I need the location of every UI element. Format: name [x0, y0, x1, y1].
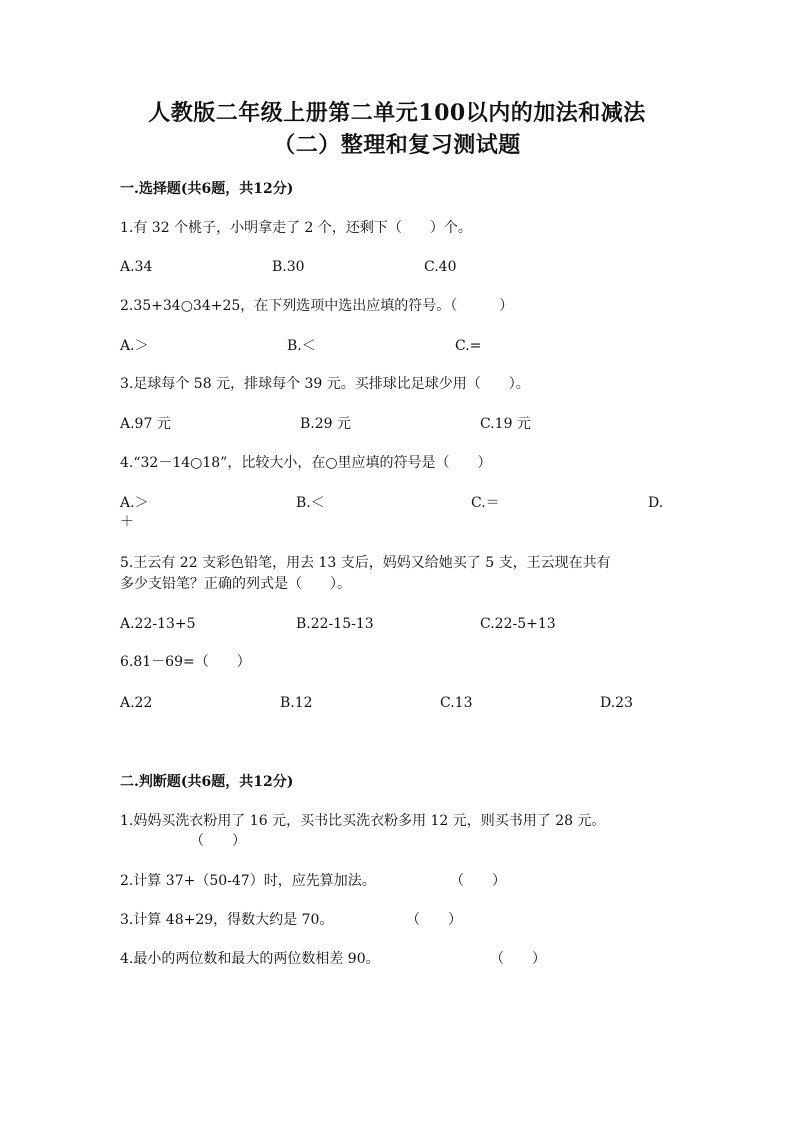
q6-option-d: D.23: [600, 695, 633, 711]
section-heading-choice: 一.选择题(共6题，共12分): [120, 181, 294, 197]
judgement-2: 2.计算 37+（50-47）时，应先算加法。: [120, 873, 376, 889]
judgement-4: 4.最小的两位数和最大的两位数相差 90。: [120, 951, 380, 967]
q4-option-d-label: D.: [648, 495, 664, 511]
q4-option-d-symbol: ＋: [120, 514, 134, 530]
q5-option-a: A.22-13+5: [120, 616, 196, 632]
section-heading-judgement: 二.判断题(共6题，共12分): [120, 774, 294, 790]
title-line-1: 人教版二年级上册第二单元100以内的加法和减法: [148, 100, 646, 126]
q5-option-b: B.22-15-13: [296, 616, 374, 632]
judgement-2-blank: （ ）: [450, 873, 506, 889]
judgement-3-blank: （ ）: [406, 912, 462, 928]
q6-option-a: A.22: [120, 695, 153, 711]
question-3: 3.足球每个 58 元，排球每个 39 元。买排球比足球少用（ ）。: [120, 376, 530, 392]
title-line-2: （二）整理和复习测试题: [273, 132, 521, 158]
q4-option-a: A.＞: [120, 495, 149, 511]
q5-option-c: C.22-5+13: [480, 616, 556, 632]
q1-option-a: A.34: [120, 259, 153, 275]
q4-option-c: C.＝: [471, 495, 500, 511]
q3-option-b: B.29 元: [300, 416, 352, 432]
q4-option-b: B.＜: [296, 495, 325, 511]
q6-option-b: B.12: [280, 695, 313, 711]
judgement-3: 3.计算 48+29，得数大约是 70。: [120, 912, 334, 928]
question-4: 4.“32－14○18”，比较大小，在○里应填的符号是（ ）: [120, 455, 492, 471]
q2-option-a: A.＞: [120, 338, 149, 354]
question-2: 2.35+34○34+25，在下列选项中选出应填的符号。（ ）: [120, 298, 514, 314]
q2-option-b: B.＜: [287, 338, 316, 354]
q2-option-c: C.=: [455, 338, 482, 354]
q3-option-a: A.97 元: [120, 416, 171, 432]
judgement-1-blank: （ ）: [190, 833, 246, 849]
q1-option-c: C.40: [424, 259, 457, 275]
q6-option-c: C.13: [440, 695, 473, 711]
question-5-line-2: 多少支铅笔？正确的列式是（ ）。: [120, 576, 351, 592]
q1-option-b: B.30: [272, 259, 305, 275]
q3-option-c: C.19 元: [480, 416, 531, 432]
question-5-line-1: 5.王云有 22 支彩色铅笔，用去 13 支后，妈妈又给她买了 5 支，王云现在共有: [120, 555, 611, 571]
judgement-4-blank: （ ）: [490, 951, 546, 967]
question-1: 1.有 32 个桃子，小明拿走了 2 个，还剩下（ ）个。: [120, 220, 472, 236]
question-6: 6.81－69=（ ）: [120, 654, 251, 670]
judgement-1-line-1: 1.妈妈买洗衣粉用了 16 元，买书比买洗衣粉多用 12 元，则买书用了 28 元。: [120, 813, 606, 829]
